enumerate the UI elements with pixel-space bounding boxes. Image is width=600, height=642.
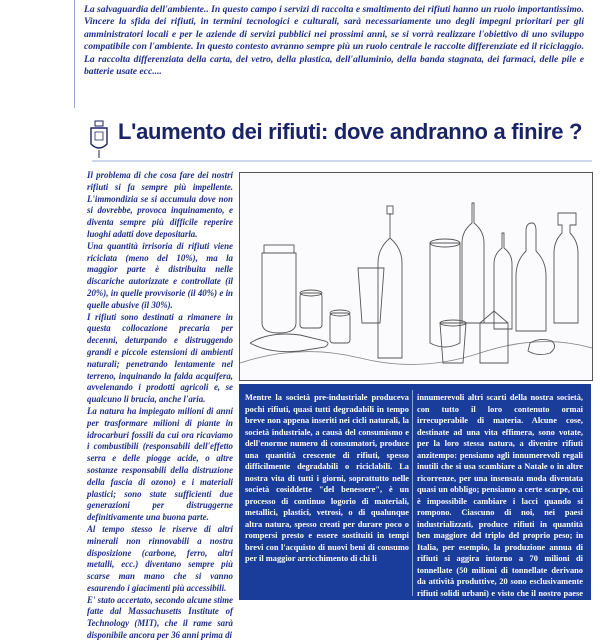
info-box-divider (412, 390, 413, 596)
left-paragraph: Al tempo stesso le riserve di altri minerali non rinnovabili a nostra disposizione (carbone, ferro, altri metalli, ecc.) diventano sempre più scarse man mano che si vanno esaurendo i giacimenti più accessibili. (87, 523, 233, 593)
article-title: L'aumento dei rifiuti: dove andranno a finire ? (118, 119, 583, 144)
info-box-column-1: Mentre la società pre-industriale produceva pochi rifiuti, quasi tutti degradabili in tempo breve non appena inseriti nei cicli naturali, la società industriale, a causà del consumismo e dell'enorme numero di consumatori, produce una quantità crescente di rifiuti, spesso difficilmente degradabili o riciclabili. La nostra vita di tutti i giorni, soprattutto nelle società cosiddette "del benessere", è un processo di continuo logorio di materiali, metallici, plastici, vetrosi, o di qualunque altra natura, spesso creati per durare poco o rompersi presto e essere sostituiti in tempi brevi con l'acquisto di nuovi beni di consumo per il maggior arricchimento di chi li (245, 393, 409, 563)
waste-containers-illustration (239, 172, 593, 381)
intro-paragraph: La salvaguardia dell'ambiente.. In questo campo i servizi di raccolta e smaltimento dei rifiuti hanno un ruolo importantissimo. Vincere la sfida dei rifiuti, in termini tecnologici e culturali, sarà necessariamente uno degli impegni prioritari per gli amministratori locali e per le aziende di servizi pubblici nei prossimi anni, se si vorrà realizzare l'obiettivo di uno sviluppo compatibile con l'ambiente. In questo contesto avranno sempre più un ruolo centrale le raccolte differenziate ed il riciclaggio. La raccolta differenziata della carta, del vetro, della plastica, dell'alluminio, della banda stagnata, dei farmaci, delle pile e batterie usate ecc.... (84, 4, 584, 78)
bottles-and-cans-drawing (240, 173, 592, 380)
coat-of-arms-icon (88, 120, 110, 160)
intro-border (74, 0, 75, 108)
left-column (87, 170, 233, 642)
info-box-column-2: innumerevoli altri scarti della nostra società, con tutto il loro contenuto ormai irrecuperabile di materia. Alcune cose, destinate ad una vita effimera, sono votate, per la loro stessa natura, a divenire rifiuti anzitempo: pensiamo agli innumerevoli regali inutili che si usa scambiare a Natale o in altre ricorrenze, per una insensata moda diventata quasi un obbligo; pensiamo a certe scarpe, cui è impossibile cambiare i lacci quando si rompono. Ciascuno di noi, nei paesi industrializzati, produce rifiuti in quantità ben maggiore del triplo del proprio peso; in Italia, per esempio, la produzione annua di rifiuti si aggira intorno a 70 milioni di tonnellate (50 milioni di tonnellate derivano da attività produttive, 20 sono esclusivamente rifiuti solidi urbani) e visto che il nostro paese ha (417, 393, 583, 609)
left-paragraph: Una quantità irrisoria di rifiuti viene riciclata (meno del 10%), ma la maggior parte è distribuita nelle discariche autorizzate e controllate (il 20%), in quelle provvisorie (il 40%) e in quelle abusive (il 30%). (87, 240, 233, 310)
left-paragraph: E' stato accertato, secondo alcune stime fatte dal Massachusetts Institute of Technology (MIT), che il rame sarà disponibile ancora per 36 anni prima di (87, 594, 233, 641)
info-box (239, 384, 591, 609)
left-paragraph: La natura ha impiegato milioni di anni per trasformare milioni di piante in idrocarburi fossili da cui ora ricaviamo i combustibili (responsabili dell'effetto serra e delle piogge acide, o altre sostanze responsabili della distruzione della fascia di ozono) e i materiali plastici; sono state sufficienti due generazioni per distruggerne definitivamente una buona parte. (87, 405, 233, 523)
left-paragraph: Il problema di che cosa fare dei nostri rifiuti si fa sempre più impellente. L'immondizia se si accumula dove non si dovrebbe, provoca inquinamento, e diventa sempre più difficile reperire luoghi adatti dove depositarla. (87, 170, 233, 239)
left-paragraph: I rifiuti sono destinati a rimanere in questa collocazione precaria per decenni, deturpando e distruggendo grandi e piccole estensioni di ambienti naturali; penetrando lentamente nel terreno, inquinando la falda acquifera, avvelenando i prodotti agricoli e, se qualcuno li brucia, anche l'aria. (87, 311, 233, 405)
title-divider (92, 160, 592, 162)
